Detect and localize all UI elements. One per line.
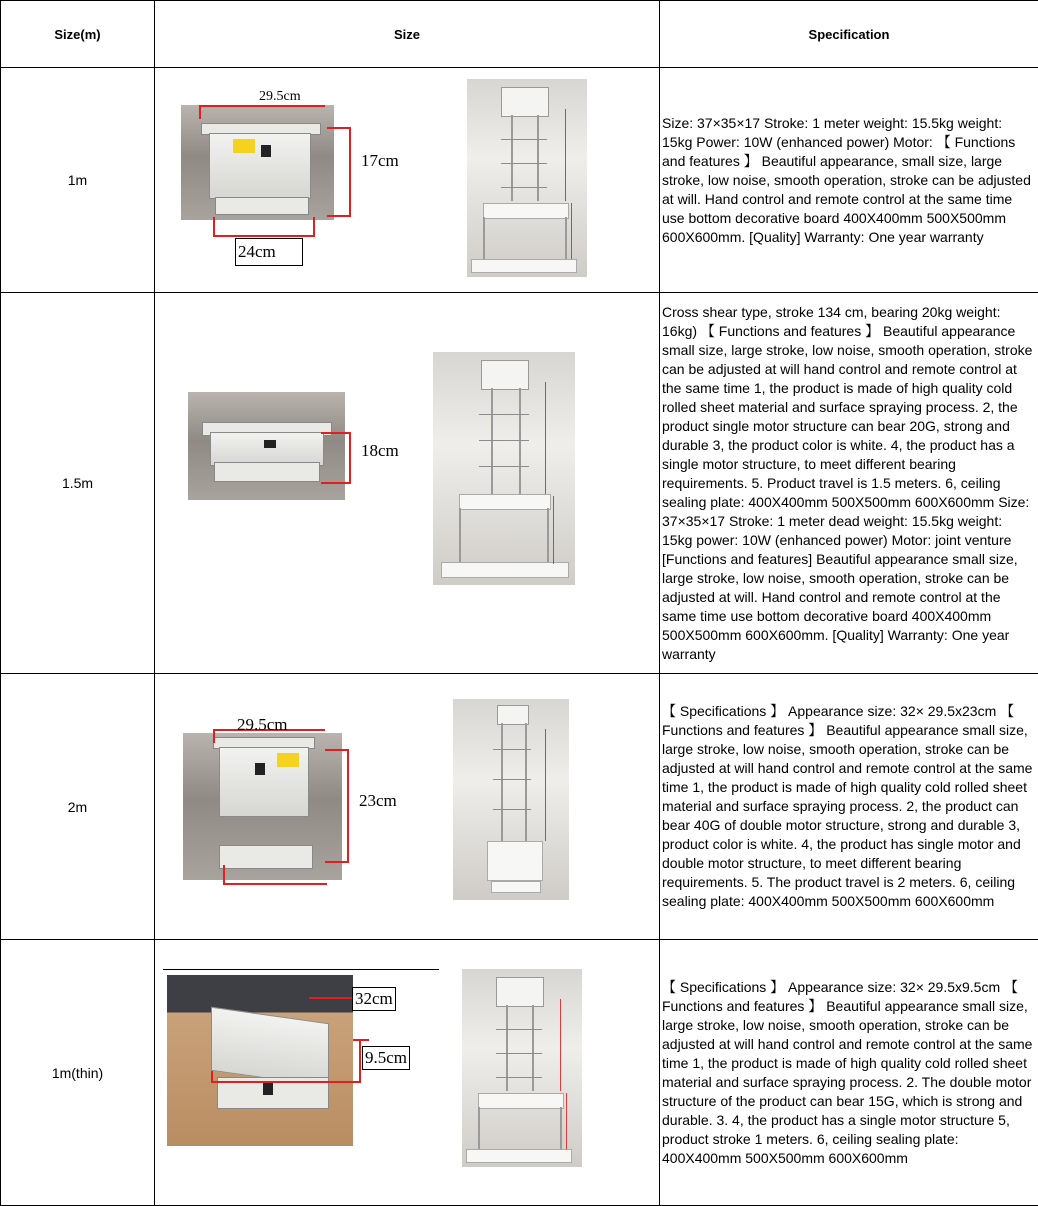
dimension-height: 23cm xyxy=(359,790,397,810)
size-cell: 1.5m xyxy=(1,293,155,674)
size-cell: 1m xyxy=(1,68,155,293)
image-cell xyxy=(155,68,660,293)
image-cell xyxy=(155,940,660,1206)
size-cell: 2m xyxy=(1,674,155,940)
product-photo xyxy=(183,733,342,880)
header-size-m: Size(m) xyxy=(1,1,155,68)
lift-photo xyxy=(467,79,587,277)
dimension-width: 29.5cm xyxy=(237,714,288,734)
image-cell xyxy=(155,293,660,674)
table-row xyxy=(1,293,1038,674)
dimension-width: 29.5cm xyxy=(259,88,301,104)
dimension-width: 32cm xyxy=(352,987,396,1011)
header-specification: Specification xyxy=(660,1,1038,68)
dimension-height: 9.5cm xyxy=(362,1046,410,1070)
product-photo xyxy=(167,975,353,1146)
dimension-height: 18cm xyxy=(361,440,399,460)
table-row xyxy=(1,940,1038,1206)
table-row xyxy=(1,68,1038,293)
header-size: Size xyxy=(155,1,660,68)
header-row xyxy=(1,1,1038,68)
lift-photo xyxy=(433,352,575,585)
size-cell: 1m(thin) xyxy=(1,940,155,1206)
spec-cell: 【 Specifications 】 Appearance size: 32× 29.5x23cm 【 Functions and features 】 Beautiful appearance small size, large stroke, low noise, smooth operation, stroke can be adjusted at will hand control and remote control at the same time 1, the product is made of high quality cold rolled sheet material and surface spraying process. 2, the product can bear 40G of double motor structure, strong and durable 3, product color is white. 4, the product has single motor and double motor structure, to meet different bearing requirements. 5. The product travel is 2 meters. 6, ceiling sealing plate: 400X400mm 500X500mm 600X600mm xyxy=(660,674,1038,940)
image-cell xyxy=(155,674,660,940)
product-photo xyxy=(181,105,334,220)
lift-photo xyxy=(462,969,582,1167)
spec-cell: 【 Specifications 】 Appearance size: 32× 29.5x9.5cm 【 Functions and features 】 Beautiful appearance small size, large stroke, low noise, smooth operation, stroke can be adjusted at will hand control and remote control at the same time 1, the product is made of high quality cold rolled sheet material and surface spraying process. 2. The double motor structure of the product can bear 15G, which is strong and durable. 3. 4, the product has a single motor structure 5, product stroke 1 meters. 6, ceiling sealing plate: 400X400mm 500X500mm 600X600mm xyxy=(660,940,1038,1206)
table-row xyxy=(1,674,1038,940)
spec-cell: Size: 37×35×17 Stroke: 1 meter weight: 15.5kg weight: 15kg Power: 10W (enhanced power) Motor: 【 Functions and features 】 Beautiful appearance, small size, large stroke, low noise, smooth operation, stroke can be adjusted at will. Hand control and remote control at the same time use bottom decorative board 400X400mm 500X500mm 600X600mm. [Quality] Warranty: One year warranty xyxy=(660,68,1038,293)
lift-photo xyxy=(453,699,569,900)
dimension-depth: 24cm xyxy=(235,238,303,266)
spec-cell: Cross shear type, stroke 134 cm, bearing 20kg weight: 16kg) 【 Functions and features 】 Beautiful appearance small size, large stroke, low noise, smooth operation, stroke can be adjusted at will hand control and remote control at the same time 1, the product is made of high quality cold rolled sheet material and surface spraying process. 2, the product single motor structure can bear 20G, strong and durable 3, the product color is white. 4, the product has a single motor structure, to meet different bearing requirements. 5. Product travel is 1.5 meters. 6, ceiling sealing plate: 400X400mm 500X500mm 600X600mm Size: 37×35×17 Stroke: 1 meter dead weight: 15.5kg weight: 15kg power: 10W (enhanced power) Motor: joint venture [Functions and features] Beautiful appearance small size, large stroke, low noise, smooth operation, stroke can be adjusted at will. Hand control and remote control at the same time use bottom decorative board 400X400mm 500X500mm 600X600mm. [Quality] Warranty: One year warranty xyxy=(660,293,1038,674)
dimension-height: 17cm xyxy=(361,150,399,170)
